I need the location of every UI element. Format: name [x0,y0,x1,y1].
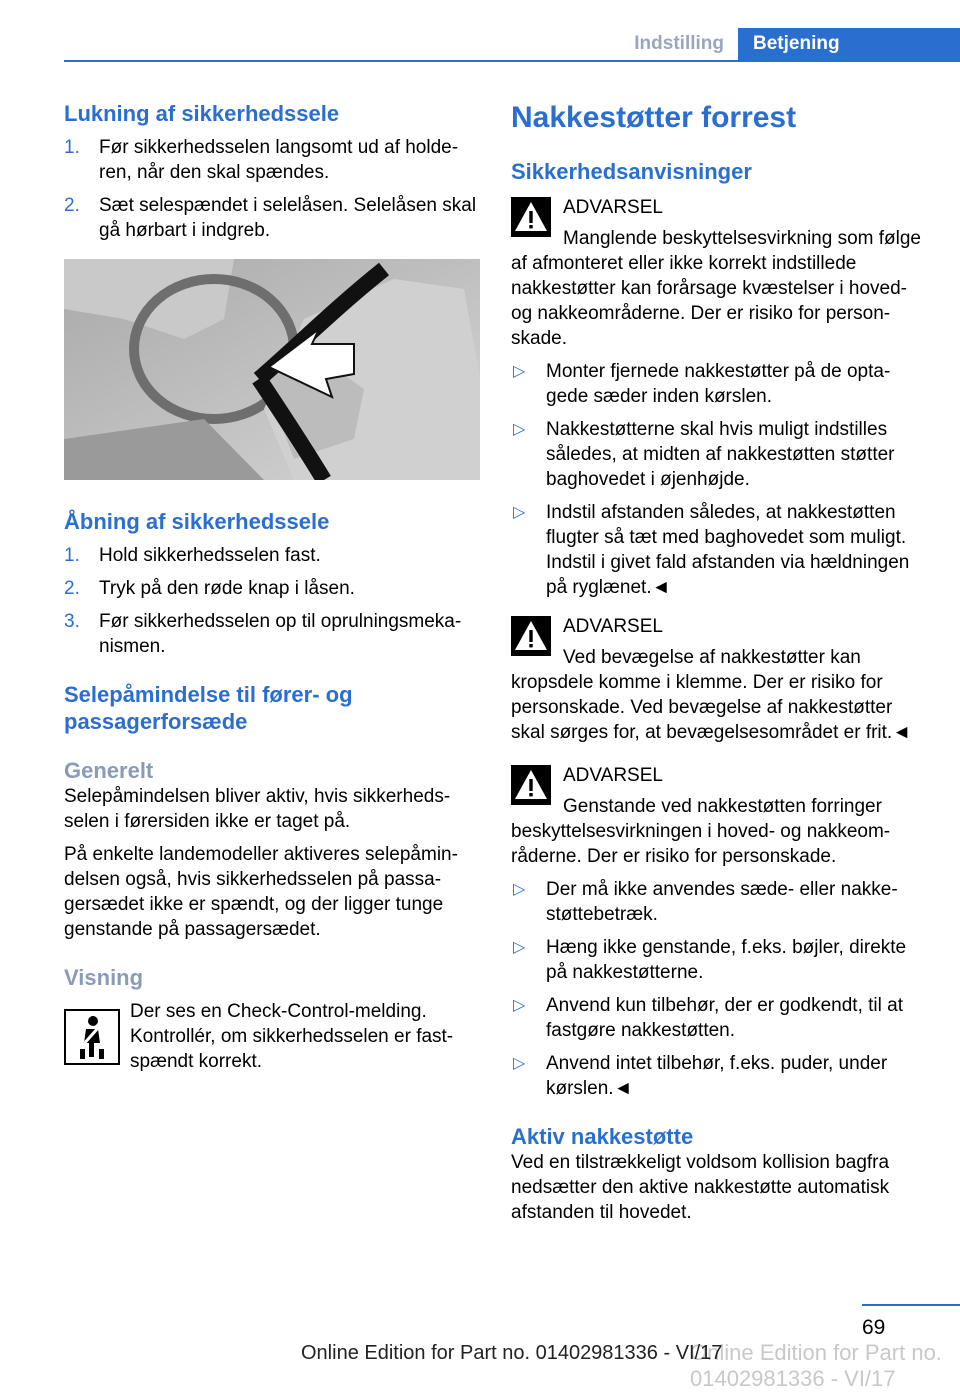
bullet-text: Der må ikke anvendes sæde- eller nakke-støttebetræk. [546,879,898,925]
item-text: Før sikkerhedsselen op til oprulningsmeka-nismen. [99,611,462,657]
aktiv-text: Ved en tilstrækkeligt voldsom kollision bagfra nedsætter den aktive nakkestøtte automatisk afstanden til hovedet. [511,1152,890,1223]
warning-block-3 [511,763,931,788]
generelt-paragraph-1: Selepåmindelsen bliver aktiv, hvis sikkerheds-selen i førersiden ikke er taget på. [64,786,451,832]
heading-generelt: Generelt [64,758,154,783]
warning-block-2 [511,614,931,639]
list-item [64,543,480,568]
bullet-item [511,993,931,1043]
bullet-text: Hæng ikke genstande, f.eks. bøjler, direkte på nakkestøtterne. [546,937,907,983]
bullet-triangle-icon: ▷ [513,363,526,380]
bullet-item [511,417,931,492]
edition-text: Online Edition for Part no. 01402981336 - VI/17 [301,1342,723,1364]
item-number: 1. [64,137,80,158]
bullet-item [511,877,931,927]
heading-aabning: Åbning af sikkerhedssele [64,509,330,534]
bullet-text: Nakkestøtterne skal hvis muligt indstilles således, at midten af nakkestøtten støtter baghovedet i øjenhøjde. [546,419,895,490]
seatbelt-warning-icon [64,1009,120,1065]
bullet-item [511,500,931,600]
warning-label: ADVARSEL [563,616,663,637]
heading-aktiv-nakkestotte: Aktiv nakkestøtte [511,1124,694,1149]
bullet-triangle-icon: ▷ [513,1055,526,1072]
item-number: 3. [64,611,80,632]
item-text: Før sikkerhedsselen langsomt ud af holde-ren, når den skal spændes. [99,137,459,183]
generelt-paragraph-2: På enkelte landemodeller aktiveres selepåmin-delsen også, hvis sikkerhedsselen på passa-gersædet ikke er spændt, og der ligger tunge genstande på passagersædet. [64,844,458,940]
warning-label: ADVARSEL [563,197,663,218]
footer-rule [862,1304,960,1306]
warning-text-2: Ved bevægelse af nakkestøtter kan kropsdele komme i klemme. Der er risiko for personskade. Ved bevægelse af nakkestøtter skal sørges for, at bevægelsesområdet er frit.◄ [511,647,912,743]
bullet-triangle-icon: ▷ [513,504,526,521]
item-number: 1. [64,545,80,566]
header-rule [64,60,960,62]
item-text: Tryk på den røde knap i låsen. [99,578,355,599]
bullet-triangle-icon: ▷ [513,421,526,438]
warning-triangle-icon [511,616,551,656]
warning-triangle-icon [511,197,551,237]
seatbelt-photo [64,259,480,480]
bullet-text: Monter fjernede nakkestøtter på de opta-gede sæder inden kørslen. [546,361,891,407]
bullet-item [511,935,931,985]
list-item [64,193,480,243]
warning-text-3: Genstande ved nakkestøtten forringer beskyttelsesvirkningen i hoved- og nakkeom-råderne. Der er risiko for personskade. [511,796,891,867]
bullet-item [511,1051,931,1101]
bullet-text: Anvend intet tilbehør, f.eks. puder, under kørslen.◄ [546,1053,888,1099]
bullet-triangle-icon: ▷ [513,939,526,956]
warning-block-1 [511,195,931,220]
bullet-text: Anvend kun tilbehør, der er godkendt, til at fastgøre nakkestøtten. [546,995,903,1041]
item-number: 2. [64,195,80,216]
list-item [64,135,480,185]
page-number: 69 [862,1316,886,1339]
heading-lukning: Lukning af sikkerhedssele [64,101,340,126]
right-column [511,100,931,1225]
list-item [64,609,480,659]
heading-nakkestotter: Nakkestøtter forrest [511,101,797,134]
list-item [64,576,480,601]
visning-text: Der ses en Check-Control-melding. Kontrollér, om sikkerhedsselen er fast-spændt korrekt. [130,1001,454,1072]
bullet-item [511,359,931,409]
item-number: 2. [64,578,80,599]
warning-text-1: Manglende beskyttelsesvirkning som følge af afmonteret eller ikke korrekt indstillede nakkestøtter kan forårsage kvæstelser i hoved- og nakkeområderne. Der er risiko for person-skade. [511,228,922,349]
bullet-triangle-icon: ▷ [513,997,526,1014]
tab-indstilling[interactable]: Indstilling [634,33,724,54]
bullet-triangle-icon: ▷ [513,881,526,898]
warning-triangle-icon [511,765,551,805]
tab-betjening[interactable]: Betjening [738,28,960,62]
item-text: Hold sikkerhedsselen fast. [99,545,321,566]
heading-sikkerhedsanvisninger: Sikkerhedsanvisninger [511,159,752,184]
bullet-text: Indstil afstanden således, at nakkestøtten flugter så tæt med baghovedet som muligt. Indstil i givet fald afstanden via hældningen på ryglænet.◄ [546,502,910,598]
left-column [64,100,480,243]
heading-selepaamindelse: Selepåmindelse til fører- og passagerforsæde [64,682,353,734]
item-text: Sæt selespændet i selelåsen. Selelåsen skal gå hørbart i indgreb. [99,195,477,241]
left-column-lower [64,508,480,1074]
warning-label: ADVARSEL [563,765,663,786]
heading-visning: Visning [64,965,144,990]
watermark: Online Edition for Part no. 01402981336 - VI/17 [690,1340,942,1391]
